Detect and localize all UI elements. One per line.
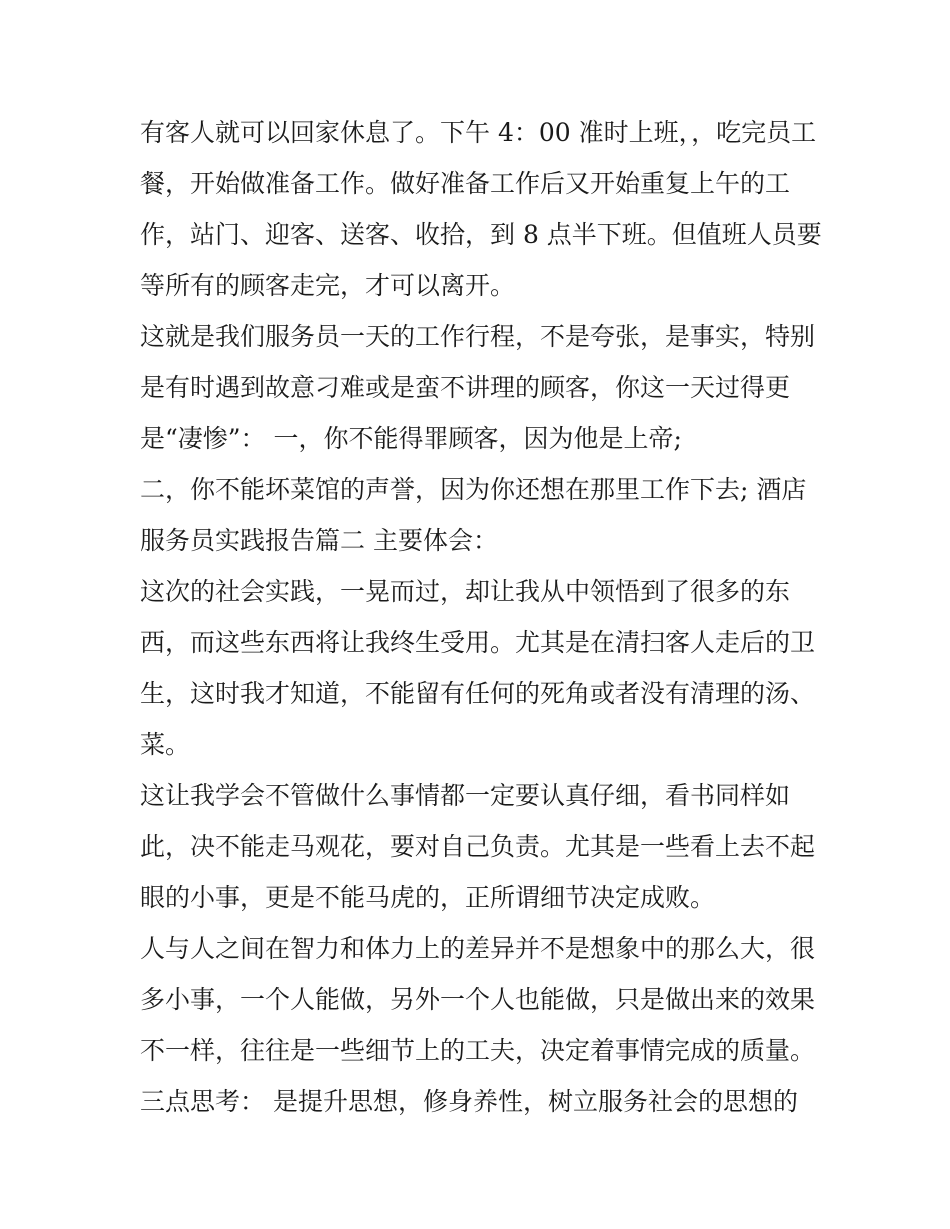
- text-line-13: 菜。: [140, 730, 191, 759]
- text-line-4: 等所有的顾客走完，才可以离开。: [140, 271, 516, 300]
- text-line-17: 人与人之间在智力和体力上的差异并不是想象中的那么大，很: [140, 934, 816, 963]
- text-line-7: 是“凄惨”： 一，你不能得罪顾客，因为他是上帝;: [140, 424, 682, 453]
- text-line-14: 这让我学会不管做什么事情都一定要认真仔细，看书同样如: [140, 781, 791, 810]
- text-line-11: 西，而这些东西将让我终生受用。尤其是在清扫客人走后的卫: [140, 628, 816, 657]
- text-line-18: 多小事，一个人能做，另外一个人也能做，只是做出来的效果: [140, 985, 816, 1014]
- text-line-3: 作，站门、迎客、送客、收拾，到 8 点半下班。但值班人员要: [140, 220, 822, 249]
- text-line-1: 有客人就可以回家休息了。下午 4：00 准时上班，，吃完员工: [140, 118, 817, 147]
- text-line-16: 眼的小事，更是不能马虎的，正所谓细节决定成败。: [140, 883, 716, 912]
- text-line-12: 生，这时我才知道，不能留有任何的死角或者没有清理的汤、: [140, 679, 816, 708]
- text-line-9: 服务员实践报告篇二 主要体会：: [140, 526, 498, 555]
- text-line-6: 是有时遇到故意刁难或是蛮不讲理的顾客，你这一天过得更: [140, 373, 791, 402]
- text-line-15: 此，决不能走马观花，要对自己负责。尤其是一些看上去不起: [140, 832, 816, 861]
- text-line-8: 二，你不能坏菜馆的声誉，因为你还想在那里工作下去; 酒店: [140, 475, 807, 504]
- text-line-19: 不一样，往往是一些细节上的工夫，决定着事情完成的质量。: [140, 1036, 816, 1065]
- text-line-2: 餐，开始做准备工作。做好准备工作后又开始重复上午的工: [140, 169, 791, 198]
- text-line-10: 这次的社会实践，一晃而过，却让我从中领悟到了很多的东: [140, 577, 791, 606]
- text-line-20: 三点思考： 是提升思想，修身养性，树立服务社会的思想的: [140, 1087, 798, 1116]
- document-body: [140, 107, 820, 1127]
- text-line-5: 这就是我们服务员一天的工作行程，不是夸张，是事实，特别: [140, 322, 816, 351]
